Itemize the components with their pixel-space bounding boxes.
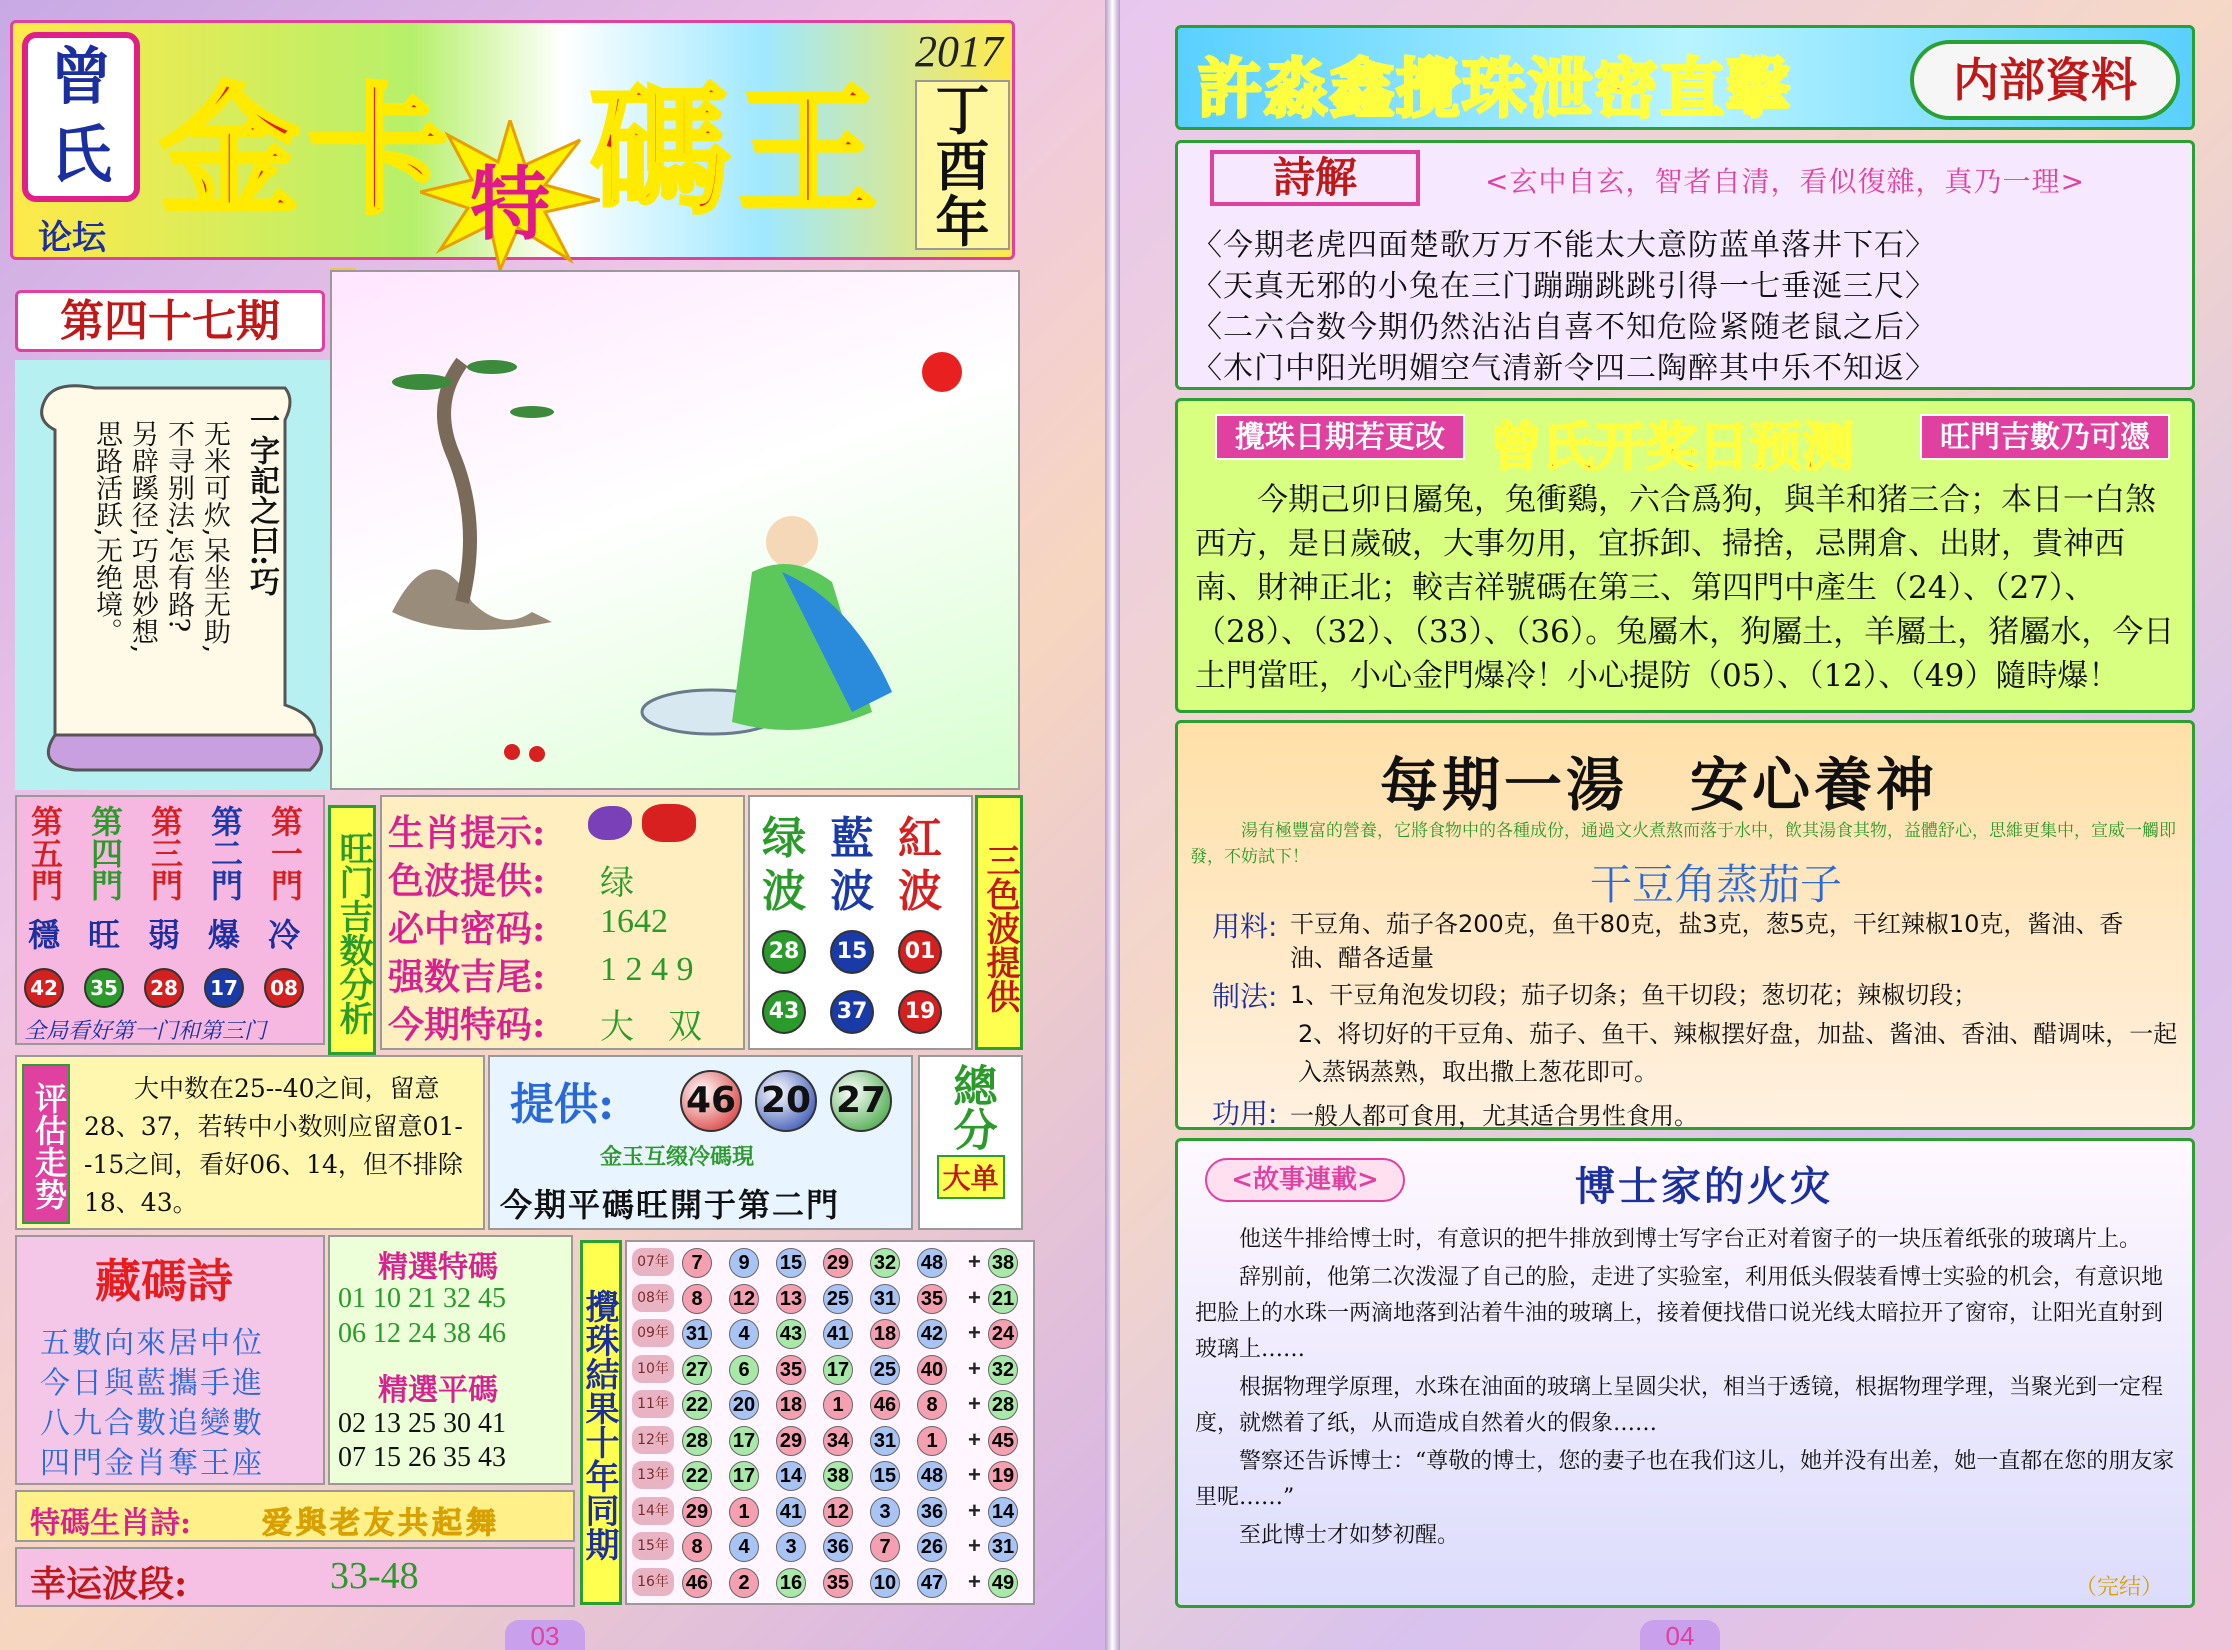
- story-paragraph: 辞别前，他第二次泼湿了自己的脸，走进了实验室，利用低头假装看博士实验的机会，有意识地把脸上的水珠一两滴地落到沾着牛油的玻璃上，接着便找借口说光线太暗拉开了窗帘，让阳光直射到玻璃上……: [1195, 1265, 2164, 1362]
- story-title: 博士家的火灾: [1575, 1163, 1833, 1210]
- hint-label: 今期特码:: [388, 1004, 546, 1046]
- method-step: 1、干豆角泡发切段；茄子切条；鱼干切段；葱切花；辣椒切段；: [1290, 981, 1978, 1009]
- scroll-line: 另辟蹊径,巧思妙想,: [127, 420, 158, 654]
- hint-label: 生肖提示:: [388, 812, 546, 854]
- hint-label: 色波提供:: [388, 860, 546, 902]
- hint-value: 1642: [600, 903, 668, 940]
- total-value: 大单: [937, 1155, 1005, 1199]
- lucky-label: 幸运波段:: [30, 1563, 188, 1605]
- result-year: 09年: [632, 1319, 674, 1347]
- wang-men-text: 旺门吉数分析: [333, 831, 373, 1035]
- hint-value: 绿: [600, 865, 634, 902]
- door-name: 第三門: [146, 805, 184, 901]
- result-plus: +: [968, 1391, 981, 1416]
- wave-ball: 37: [830, 990, 874, 1034]
- result-num: 35: [917, 1284, 947, 1314]
- result-num: 17: [823, 1355, 853, 1385]
- door-ball: 28: [144, 968, 184, 1008]
- story-paragraph: 根据物理学原理，水珠在油面的玻璃上呈圆尖状，相当于透镜，根据物理学理，当聚光到一定程度，就燃着了纸，从而造成自然着火的假象……: [1195, 1375, 2164, 1436]
- year-name: [915, 78, 1010, 254]
- wave-ball: 28: [762, 930, 806, 974]
- tag-right: [1920, 414, 2170, 460]
- total-title: 總分: [945, 1063, 997, 1151]
- result-num: 41: [776, 1497, 806, 1527]
- total-panel: [918, 1055, 1023, 1230]
- result-num: 29: [776, 1426, 806, 1456]
- poem-explain-line: 〈今期老虎四面楚歌万万不能太大意防蓝单落井下石〉: [1192, 228, 1936, 263]
- method-step: 2、将切好的干豆角、茄子、鱼干、辣椒摆好盘，加盐、酱油、香油、醋调味，一起入蒸锅蒸熟，取出撒上葱花即可。: [1298, 1020, 2178, 1086]
- logo-char: 曾: [49, 40, 112, 113]
- poem-tag: [1210, 150, 1420, 206]
- san-se-bo-text: 三色波提供: [980, 842, 1020, 1013]
- result-year: 14年: [632, 1497, 674, 1525]
- treasure-illustration: [330, 270, 1020, 790]
- hint-value: 1 2 4 9: [600, 951, 694, 988]
- results-title-text: 攪珠結果十年同期: [579, 1288, 619, 1561]
- door-ball: 17: [204, 968, 244, 1008]
- result-num: 3: [870, 1497, 900, 1527]
- wave-header: 波: [762, 866, 806, 917]
- result-num: 3: [776, 1532, 806, 1562]
- result-special: 21: [988, 1284, 1018, 1314]
- result-num: 4: [729, 1319, 759, 1349]
- doors-note: 全局看好第一门和第三门: [24, 1019, 267, 1044]
- result-num: 14: [776, 1461, 806, 1491]
- result-num: 26: [917, 1532, 947, 1562]
- title-part1: 金卡: [160, 70, 457, 234]
- result-num: 9: [729, 1248, 759, 1278]
- wave-ball: 15: [830, 930, 874, 974]
- result-special: 38: [988, 1248, 1018, 1278]
- result-num: 25: [823, 1284, 853, 1314]
- right-page: [1120, 0, 2232, 1650]
- result-num: 15: [870, 1461, 900, 1491]
- scroll-line: 思路活跃,无绝境。: [91, 420, 122, 645]
- poem-explain-line: 〈天真无邪的小兔在三门蹦蹦跳跳引得一七垂涎三尺〉: [1192, 269, 1936, 304]
- result-year: 12年: [632, 1426, 674, 1454]
- wave-ball: 43: [762, 990, 806, 1034]
- result-num: 31: [682, 1319, 712, 1349]
- result-num: 43: [776, 1319, 806, 1349]
- result-num: 20: [729, 1390, 759, 1420]
- hint-value: 大 双: [600, 1009, 702, 1046]
- year: 2017: [915, 27, 1003, 76]
- result-num: 40: [917, 1355, 947, 1385]
- result-plus: +: [968, 1533, 981, 1558]
- result-num: 6: [729, 1355, 759, 1385]
- tag-left: [1215, 414, 1465, 460]
- tag-right-text: 旺門吉數乃可憑: [1940, 420, 2150, 455]
- scroll-heading: [242, 405, 278, 596]
- result-num: 10: [870, 1568, 900, 1598]
- result-special: 14: [988, 1497, 1018, 1527]
- result-num: 29: [823, 1248, 853, 1278]
- story-paragraph: 他送牛排给博士时，有意识的把牛排放到博士写字台正对着窗子的一块压着纸张的玻璃片上。: [1239, 1227, 2142, 1252]
- selected-flat-title: 精選平碼: [378, 1373, 498, 1408]
- door-name: 第一門: [266, 805, 304, 901]
- result-num: 48: [917, 1248, 947, 1278]
- result-num: 38: [823, 1461, 853, 1491]
- rooster-icon: [588, 806, 632, 840]
- door-state: 旺: [87, 916, 120, 954]
- story-tag: [1205, 1158, 1405, 1202]
- year-char: 酉: [935, 134, 990, 198]
- provide-ball: 20: [755, 1070, 817, 1132]
- door-name: 第四門: [86, 805, 124, 901]
- door-state: 冷: [267, 916, 300, 954]
- result-num: 25: [870, 1355, 900, 1385]
- result-num: 12: [729, 1284, 759, 1314]
- result-num: 47: [917, 1568, 947, 1598]
- result-num: 12: [823, 1497, 853, 1527]
- poem-subtitle: <玄中自玄，智者自清，看似復雜，真乃一理>: [1485, 165, 2085, 198]
- result-num: 17: [729, 1426, 759, 1456]
- result-num: 7: [682, 1248, 712, 1278]
- provide-sub: 金玉互缀冷碼現: [600, 1144, 755, 1170]
- door-ball: 08: [264, 968, 304, 1008]
- result-num: 18: [870, 1319, 900, 1349]
- result-num: 42: [917, 1319, 947, 1349]
- result-num: 36: [823, 1532, 853, 1562]
- page-number-right-text: 04: [1665, 1621, 1695, 1650]
- result-num: 2: [729, 1568, 759, 1598]
- result-year: 15年: [632, 1532, 674, 1560]
- wang-men-label: [328, 805, 376, 1055]
- result-num: 48: [917, 1461, 947, 1491]
- issue-banner: [15, 290, 325, 352]
- wave-ball: 19: [898, 990, 942, 1034]
- result-num: 46: [682, 1568, 712, 1598]
- result-num: 27: [682, 1355, 712, 1385]
- poem-line: 八九合數追變數: [40, 1406, 264, 1441]
- effect-text: 一般人都可食用，尤其适合男性食用。: [1290, 1102, 1698, 1130]
- result-num: 22: [682, 1390, 712, 1420]
- poem-tag-text: 詩解: [1272, 153, 1357, 202]
- poem-line: 五數向來居中位: [40, 1326, 264, 1361]
- lucky-value: 33-48: [330, 1555, 419, 1597]
- result-year: 16年: [632, 1568, 674, 1596]
- scroll-line: 不寻别法,怎有路?: [163, 420, 194, 633]
- title-burst: 特: [470, 157, 550, 251]
- result-num: 28: [682, 1426, 712, 1456]
- result-num: 46: [870, 1390, 900, 1420]
- result-num: 16: [776, 1568, 806, 1598]
- result-special: 28: [988, 1390, 1018, 1420]
- wave-header: 绿: [762, 813, 806, 864]
- results-title: [580, 1240, 622, 1605]
- result-num: 31: [870, 1284, 900, 1314]
- provide-note: 今期平碼旺開于第二門: [500, 1186, 841, 1224]
- issue-number: 第四十七期: [60, 296, 280, 347]
- badge: [1910, 40, 2180, 120]
- result-num: 29: [682, 1497, 712, 1527]
- result-num: 4: [729, 1532, 759, 1562]
- dish-name: 干豆角蒸茄子: [1590, 860, 1843, 909]
- assessment-title: [22, 1064, 70, 1224]
- san-se-bo-label: [975, 795, 1023, 1050]
- result-year: 08年: [632, 1284, 674, 1312]
- wave-header: 藍: [830, 813, 874, 864]
- right-title: 許淼鑫攪珠泄密直擊: [1198, 52, 1792, 127]
- result-num: 13: [776, 1284, 806, 1314]
- ingredients-text: 干豆角、茄子各200克，鱼干80克，盐3克，葱5克，干红辣椒10克，酱油、香油、醋各适量: [1290, 910, 2124, 972]
- result-plus: +: [968, 1320, 981, 1345]
- wave-header: 紅: [898, 813, 942, 864]
- selected-special-row: 01 10 21 32 45: [338, 1283, 506, 1314]
- ingredients-label: 用料:: [1212, 910, 1278, 943]
- provide-label: 提供:: [510, 1079, 615, 1130]
- result-plus: +: [968, 1462, 981, 1487]
- result-num: 32: [870, 1248, 900, 1278]
- door-state: 弱: [147, 916, 180, 954]
- result-year: 07年: [632, 1248, 674, 1276]
- result-num: 36: [917, 1497, 947, 1527]
- provide-ball: 46: [680, 1070, 742, 1132]
- scroll-heading-text: 一字記之曰:巧: [244, 405, 279, 597]
- result-num: 34: [823, 1426, 853, 1456]
- selected-special-title: 精選特碼: [378, 1250, 498, 1285]
- result-num: 8: [682, 1284, 712, 1314]
- result-num: 31: [870, 1426, 900, 1456]
- poem-title: 藏碼詩: [95, 1254, 233, 1308]
- result-num: 41: [823, 1319, 853, 1349]
- result-plus: +: [968, 1426, 981, 1452]
- poem-explain-line: 〈二六合数今期仍然沾沾自喜不知危险紧随老鼠之后〉: [1192, 310, 1936, 345]
- result-year: 11年: [632, 1390, 674, 1418]
- ox-icon: [642, 804, 696, 842]
- story-tag-text: <故事連載>: [1231, 1165, 1379, 1195]
- door-ball: 42: [24, 968, 64, 1008]
- hint-label: 强数吉尾:: [388, 956, 546, 998]
- result-num: 8: [917, 1390, 947, 1420]
- wave-header: 波: [830, 866, 874, 917]
- assessment-title-text: 评估走势: [30, 1082, 68, 1210]
- door-name: 第二門: [206, 805, 244, 901]
- door-ball: 35: [84, 968, 124, 1008]
- result-num: 7: [870, 1532, 900, 1562]
- selected-flat-row: 07 15 26 35 43: [338, 1442, 506, 1473]
- page-number-left-text: 03: [530, 1621, 560, 1650]
- result-plus: +: [968, 1355, 981, 1381]
- result-num: 15: [776, 1248, 806, 1278]
- result-plus: +: [968, 1497, 981, 1523]
- effect-label: 功用:: [1212, 1097, 1278, 1130]
- page-number-right: [1640, 1620, 1720, 1650]
- poem-explain-line: 〈木门中阳光明媚空气清新令四二陶醉其中乐不知返〉: [1192, 351, 1936, 386]
- poem-line: 四門金肖奪王座: [40, 1446, 264, 1481]
- tag-left-text: 攪珠日期若更改: [1235, 420, 1445, 455]
- wave-ball: 01: [898, 930, 942, 974]
- result-special: 49: [988, 1568, 1018, 1598]
- result-num: 1: [917, 1426, 947, 1456]
- zodiac-icons: [580, 800, 700, 848]
- result-special: 19: [988, 1461, 1018, 1491]
- assessment-text: 大中数在25--40之间，留意28、37，若转中小数则应留意01--15之间，看好06、14，但不排除18、43。: [84, 1074, 463, 1217]
- logo: [22, 32, 140, 202]
- result-year: 10年: [632, 1355, 674, 1383]
- result-num: 22: [682, 1461, 712, 1491]
- tag-center: 曾氏开奖日预测: [1490, 417, 1855, 478]
- logo-sub: 论坛: [38, 218, 106, 258]
- story-end: （完结）: [2075, 1575, 2164, 1600]
- scroll-line: 无米可炊,呆坐无助,: [199, 420, 230, 654]
- soup-intro: 湯有極豐富的營養，它將食物中的各種成份，通過文火煮熬而落于水中，飲其湯食其物，益體舒心，思維更集中，宣威一觸即發，不妨試下！: [1190, 821, 2176, 867]
- page-number-left: [505, 1620, 585, 1650]
- story-paragraph: 至此博士才如梦初醒。: [1239, 1523, 1460, 1548]
- result-plus: +: [968, 1568, 981, 1594]
- prediction-text: 今期己卯日屬兔，兔衝鷄，六合爲狗，與羊和猪三合；本日一白煞西方，是日歲破，大事勿用，宜拆卸、掃捨，忌開倉、出財，貴神西南、財神正北；較吉祥號碼在第三、第四門中產生（24）、（27）、（28）、（32）、（33）、（36）。兔屬木，狗屬土，羊屬土，猪屬水，今日土門當旺，小心金門爆冷！小心提防（05）、（12）、（49）隨時爆！: [1195, 482, 2175, 694]
- result-special: 32: [988, 1355, 1018, 1385]
- selected-flat-row: 02 13 25 30 41: [338, 1408, 506, 1439]
- result-num: 1: [729, 1497, 759, 1527]
- method-label: 制法:: [1212, 980, 1278, 1013]
- selected-special-row: 06 12 24 38 46: [338, 1318, 506, 1349]
- result-num: 18: [776, 1390, 806, 1420]
- badge-text: 内部資料: [1953, 53, 2137, 107]
- result-special: 24: [988, 1319, 1018, 1349]
- left-page: [0, 0, 1105, 1650]
- logo-char: 氏: [49, 118, 112, 191]
- door-state: 穩: [27, 916, 60, 954]
- poem-line: 今日與藍攜手進: [40, 1366, 264, 1401]
- special-poem-label: 特碼生肖詩:: [30, 1506, 192, 1541]
- provide-ball: 27: [830, 1070, 892, 1132]
- result-num: 35: [823, 1568, 853, 1598]
- year-char: 年: [935, 190, 990, 254]
- result-plus: +: [968, 1249, 981, 1274]
- story-paragraphs: [1195, 1222, 2180, 1556]
- result-special: 45: [988, 1426, 1018, 1456]
- title-part2: 碼王: [590, 70, 887, 234]
- hint-label: 必中密码:: [388, 908, 546, 950]
- result-special: 31: [988, 1532, 1018, 1562]
- door-name: 第五門: [26, 805, 64, 901]
- book-gutter: [1105, 0, 1120, 1650]
- result-num: 35: [776, 1355, 806, 1385]
- scroll-lines: [92, 420, 232, 720]
- special-poem-text: 爱與老友共起舞: [262, 1506, 500, 1541]
- story-paragraph: 警察还告诉博士：“尊敬的博士，您的妻子也在我们这儿，她并没有出差，她一直都在您的朋友家里呢……”: [1195, 1449, 2175, 1510]
- soup-title: 每期一湯 安心養神: [1380, 751, 1939, 819]
- result-num: 8: [682, 1532, 712, 1562]
- result-num: 17: [729, 1461, 759, 1491]
- result-plus: +: [968, 1284, 981, 1310]
- year-char: 丁: [935, 78, 990, 142]
- door-state: 爆: [207, 916, 240, 954]
- result-num: 1: [823, 1390, 853, 1420]
- wave-header: 波: [898, 866, 942, 917]
- result-year: 13年: [632, 1461, 674, 1489]
